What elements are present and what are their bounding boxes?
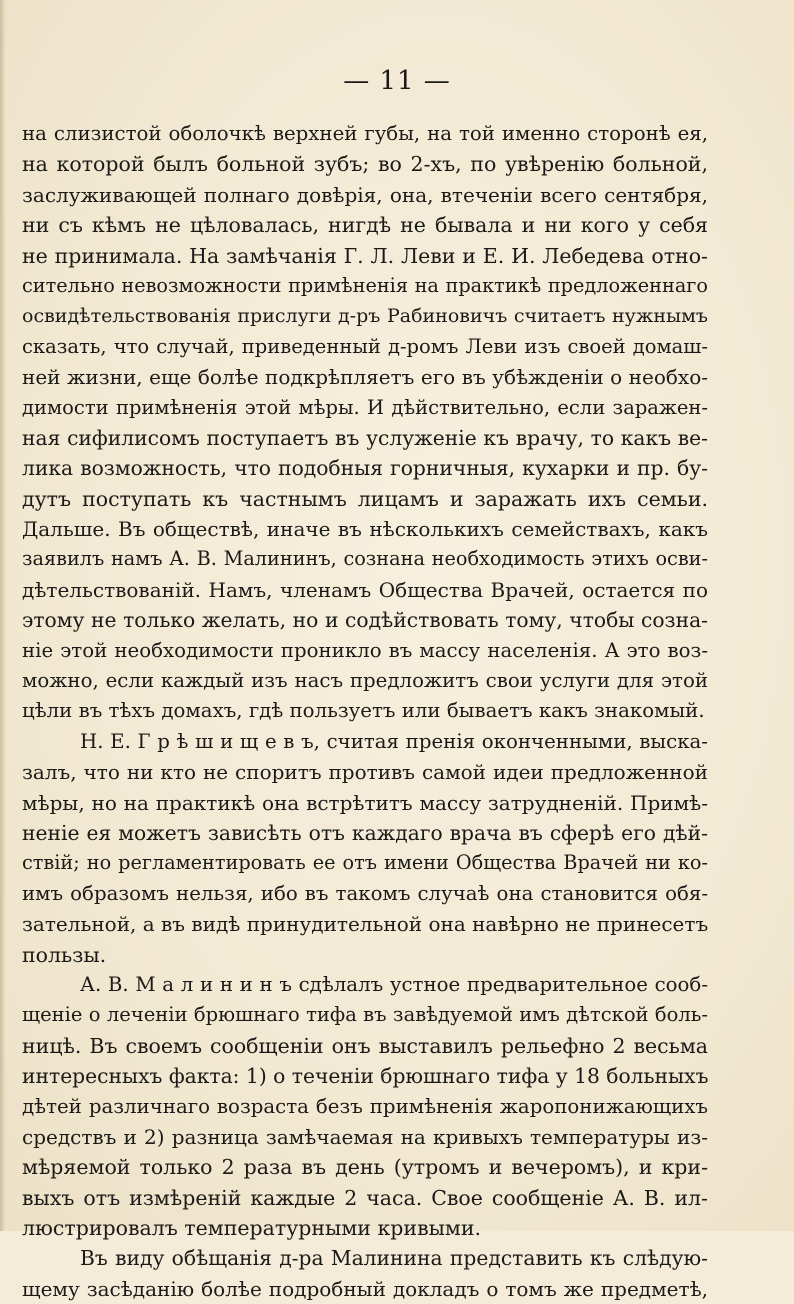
text-line: лика возможность, что подобныя горничныя, кухарки и пр. бу- [22, 456, 708, 481]
text-line: димости примѣненія этой мѣры. И дѣйствительно, если заражен- [22, 395, 708, 419]
text-line: цѣли въ тѣхъ домахъ, гдѣ пользуетъ или бываетъ какъ знакомый. [22, 699, 705, 723]
text-line: ствій; но регламентировать ее отъ имени Общества Врачей ни ко- [22, 851, 708, 875]
text-line: мѣряемой только 2 раза въ день (утромъ и вечеромъ), и кри- [22, 1155, 708, 1180]
text-line: зательной, а въ видѣ принудительной она навѣрно не принесетъ [22, 912, 708, 937]
text-line: ная сифилисомъ поступаетъ въ услуженіе къ врачу, то какъ ве- [22, 425, 708, 450]
text-line: Въ виду обѣщанія д-ра Малинина представить къ слѣдую- [80, 1246, 708, 1271]
text-line: щему засѣданію болѣе подробный докладъ о томъ же предметѣ, [22, 1276, 708, 1301]
text-line: заявилъ намъ А. В. Малининъ, сознана необходимость этихъ осви- [22, 547, 708, 571]
text-line: сказать, что случай, приведенный д-ромъ Леви изъ своей домаш- [22, 334, 708, 358]
text-line: Н. Е. Г р ѣ ш и щ е в ъ, считая пренія оконченными, выска- [80, 729, 708, 753]
text-line: А. В. М а л и н и н ъ сдѣлалъ устное предварительное сооб- [80, 972, 708, 996]
text-line: ни съ кѣмъ не цѣловалась, нигдѣ не бывала и ни кого у себя [22, 213, 708, 238]
text-line: мѣры, но на практикѣ она встрѣтитъ массу затрудненій. Примѣ- [22, 790, 708, 815]
body-text [22, 119, 708, 1304]
text-line: ніе этой необходимости проникло въ массу населенія. А это воз- [22, 638, 708, 662]
text-line: не принимала. На замѣчанія Г. Л. Леви и Е. И. Лебедева отно- [22, 243, 708, 268]
text-line: этому не только желать, но и содѣйствовать тому, чтобы созна- [22, 608, 708, 633]
text-line: дѣтельствованій. Намъ, членамъ Общества Врачей, остается по [22, 577, 708, 602]
text-line: средствъ и 2) разница замѣчаемая на кривыхъ температуры из- [22, 1124, 708, 1149]
page-number: — 11 — [343, 66, 451, 96]
text-line: Дальше. Въ обществѣ, иначе въ нѣсколькихъ семействахъ, какъ [22, 517, 708, 542]
text-line: заслуживающей полнаго довѣрія, она, втеченіи всего сентября, [22, 182, 708, 207]
text-line: на слизистой оболочкѣ верхней губы, на той именно сторонѣ ея, [22, 122, 708, 145]
text-line: выхъ отъ измѣреній каждые 2 часа. Свое сообщеніе А. В. ил- [22, 1185, 708, 1210]
text-line: залъ, что ни кто не споритъ противъ самой идеи предложенной [22, 760, 708, 785]
text-line: имъ образомъ нельзя, ибо въ такомъ случаѣ она становится обя- [22, 881, 708, 905]
text-line: дѣтей различнаго возраста безъ примѣненія жаропонижающихъ [22, 1094, 708, 1118]
text-line: щеніе о леченіи брюшнаго тифа въ завѣдуемой имъ дѣтской боль- [22, 1003, 708, 1027]
text-line: можно, если каждый изъ насъ предложитъ свои услуги для этой [22, 669, 708, 693]
page-edge-shadow [0, 0, 6, 1231]
text-line: сительно невозможности примѣненія на практикѣ предложеннаго [22, 273, 708, 297]
text-line: дутъ поступать къ частнымъ лицамъ и заражать ихъ семьи. [22, 486, 708, 511]
text-line: интересныхъ факта: 1) о теченіи брюшнаго тифа у 18 больныхъ [22, 1064, 708, 1089]
text-line: люстрировалъ температурными кривыми. [22, 1216, 482, 1241]
text-line: на которой былъ больной зубъ; во 2-хъ, по увѣренію больной, [22, 152, 708, 177]
text-line: ницѣ. Въ своемъ сообщеніи онъ выставилъ рельефно 2 весьма [22, 1033, 708, 1058]
text-line: пользы. [22, 942, 107, 967]
text-line: освидѣтельствованія прислуги д-ръ Рабиновичъ считаетъ нужнымъ [22, 305, 708, 328]
text-line: ней жизни, еще болѣе подкрѣпляетъ его въ убѣжденіи о необхо- [22, 365, 708, 390]
text-line: неніе ея можетъ зависѣть отъ каждаго врача въ сферѣ его дѣй- [22, 820, 708, 845]
